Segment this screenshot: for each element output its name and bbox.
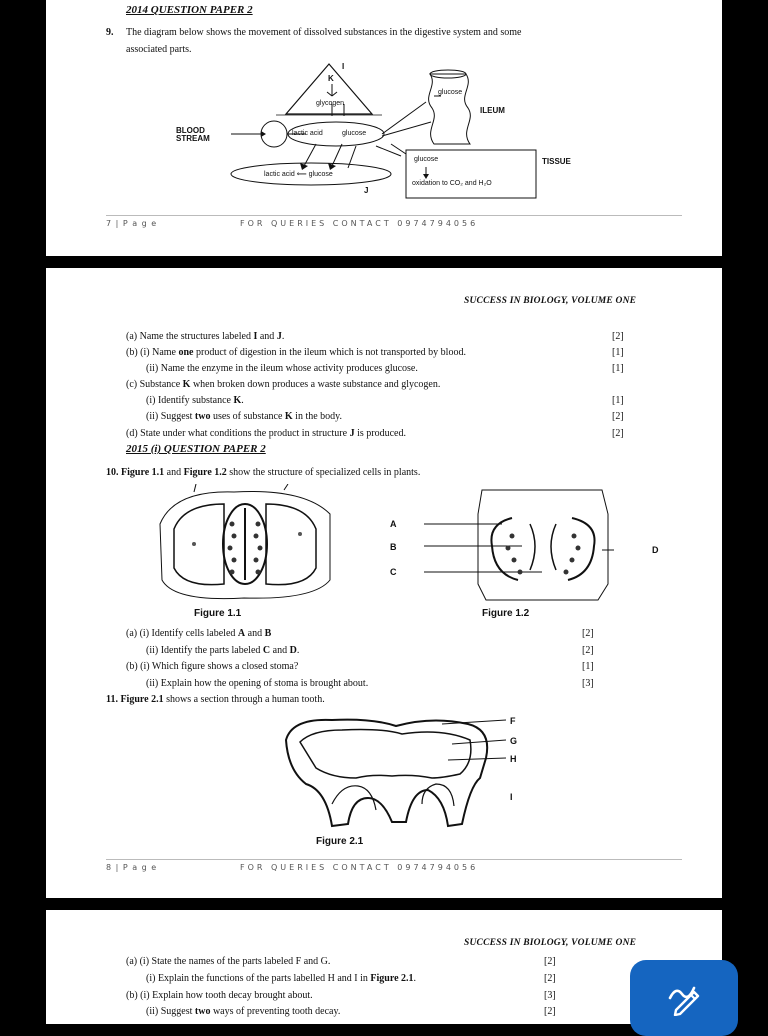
running-head: SUCCESS IN BIOLOGY, VOLUME ONE	[464, 296, 637, 306]
marks: [2]	[612, 411, 624, 422]
question-text: 10. Figure 1.1 and Figure 1.2 show the structure of specialized cells in plants.	[106, 467, 421, 478]
question-part: (a) Name the structures labeled I and J.	[126, 331, 285, 342]
question-part: (a) (i) Identify cells labeled A and B	[126, 628, 272, 639]
paper-header: 2014 QUESTION PAPER 2	[126, 4, 253, 16]
label-blood-stream: STREAM	[176, 134, 210, 143]
marks: [1]	[612, 395, 624, 406]
question-part: (ii) Identify the parts labeled C and D.	[146, 645, 300, 656]
question-part: (ii) Suggest two uses of substance K in the body.	[146, 411, 343, 422]
label-lactic-acid: lactic acid	[292, 130, 323, 137]
label-ileum: ILEUM	[480, 106, 505, 115]
label-H: H	[510, 754, 517, 764]
footer-contact: FOR QUERIES CONTACT 0974794056	[240, 219, 479, 228]
figure-1-1-closed-stoma	[154, 484, 336, 606]
label-A: A	[390, 519, 397, 529]
label-G: G	[510, 736, 518, 746]
question-part: (d) State under what conditions the product in structure J is produced.	[126, 428, 406, 439]
document-page-9	[46, 910, 722, 1024]
label-lactic-glucose: lactic acid ⟸ glucose	[264, 171, 333, 178]
question-number: 9.	[106, 27, 114, 38]
question-part: (a) (i) State the names of the parts labeled F and G.	[126, 956, 331, 967]
question-part: (b) (i) Explain how tooth decay brought about.	[126, 990, 313, 1001]
marks: [3]	[544, 990, 556, 1001]
label-blood-stream: BLOOD	[176, 126, 205, 135]
paper-header: 2015 (i) QUESTION PAPER 2	[126, 443, 266, 455]
question-part: (ii) Name the enzyme in the ileum whose activity produces glucose.	[146, 363, 418, 374]
page-number: 7 | P a g e	[106, 219, 158, 228]
label-B: B	[390, 542, 397, 552]
figure-2-1-tooth	[272, 714, 506, 836]
label-glucose: glucose	[342, 130, 367, 137]
page-number: 8 | P a g e	[106, 863, 158, 872]
running-head: SUCCESS IN BIOLOGY, VOLUME ONE	[464, 938, 637, 948]
question-part: (b) (i) Name one product of digestion in the ileum which is not transported by blood.	[126, 347, 466, 358]
question-text: associated parts.	[126, 44, 192, 55]
question-part: (ii) Suggest two ways of preventing tooth decay.	[146, 1006, 341, 1017]
marks: [3]	[582, 678, 594, 689]
marks: [2]	[612, 331, 624, 342]
figure-1-2-open-stoma	[402, 484, 614, 606]
marks: [1]	[612, 347, 624, 358]
marks: [2]	[582, 645, 594, 656]
edit-fab-button[interactable]	[630, 960, 738, 1036]
figure-caption: Figure 2.1	[316, 836, 364, 847]
question-text: The diagram below shows the movement of dissolved substances in the digestive system and some	[126, 27, 522, 38]
marks: [2]	[544, 973, 556, 984]
label-C: C	[390, 567, 397, 577]
marks: [2]	[544, 956, 556, 967]
label-glucose: glucose	[438, 89, 463, 96]
marks: [1]	[582, 661, 594, 672]
footer-rule	[106, 859, 682, 860]
question-text: 11. Figure 2.1 shows a section through a human tooth.	[106, 694, 325, 705]
label-glycogen: glycogen	[316, 100, 345, 107]
question-part: (ii) Explain how the opening of stoma is brought about.	[146, 678, 369, 689]
label-glucose: glucose	[414, 156, 439, 163]
figure-caption: Figure 1.2	[482, 608, 530, 619]
label-oxidation: oxidation to CO₂ and H₂O	[412, 180, 492, 187]
question-part: (i) Identify substance K.	[146, 395, 244, 406]
digestion-diagram	[46, 56, 722, 206]
marks: [2]	[582, 628, 594, 639]
label-tissue: TISSUE	[542, 157, 571, 166]
figure-caption: Figure 1.1	[194, 608, 242, 619]
question-part: (i) Explain the functions of the parts labelled H and I in Figure 2.1.	[146, 973, 417, 984]
marks: [2]	[544, 1006, 556, 1017]
question-part: (b) (i) Which figure shows a closed stoma?	[126, 661, 299, 672]
document-page-7	[46, 0, 722, 256]
question-part: (c) Substance K when broken down produces a waste substance and glycogen.	[126, 379, 441, 390]
marks: [2]	[612, 428, 624, 439]
edit-pen-icon	[666, 980, 702, 1016]
document-page-8	[46, 268, 722, 898]
label-D: D	[652, 545, 659, 555]
label-I: I	[510, 792, 513, 802]
marks: [1]	[612, 363, 624, 374]
label-F: F	[510, 716, 516, 726]
label-I: I	[342, 62, 345, 71]
label-J: J	[364, 186, 369, 195]
footer-rule	[106, 215, 682, 216]
label-K: K	[328, 74, 334, 83]
footer-contact: FOR QUERIES CONTACT 0974794056	[240, 863, 479, 872]
